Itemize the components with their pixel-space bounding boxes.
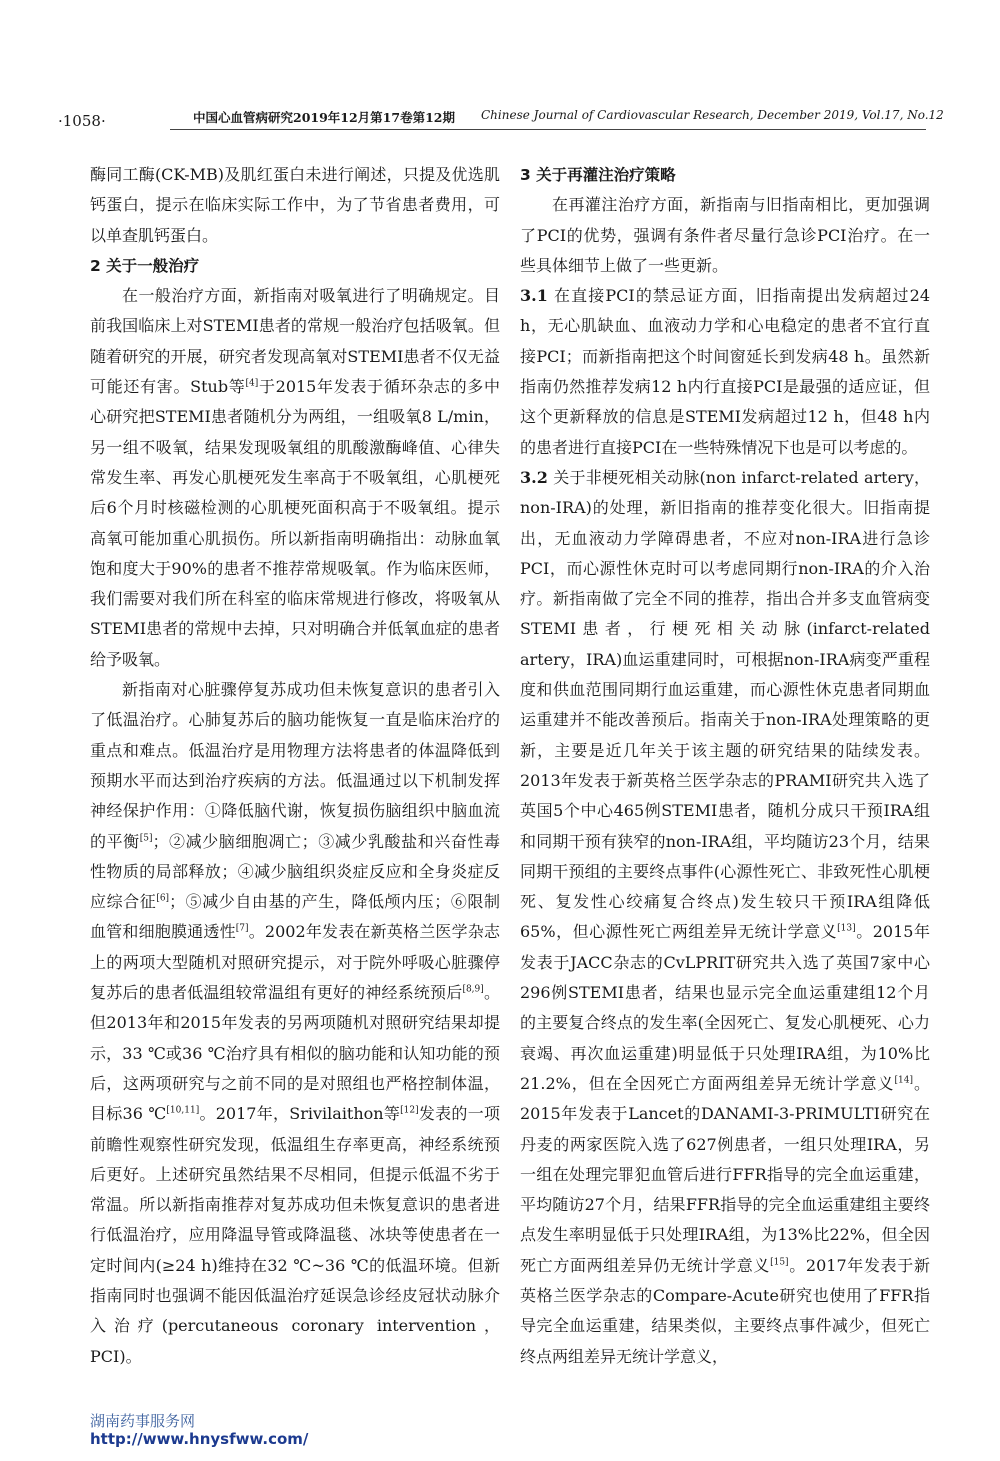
site-url-link[interactable]: http://www.hnysfww.com/ — [90, 1430, 309, 1448]
citation-ref: [15] — [770, 1257, 789, 1268]
citation-ref: [6] — [156, 893, 170, 904]
citation-ref: [5] — [139, 833, 153, 844]
journal-title-chinese: 中国心血管病研究2019年12月第17卷第12期 — [193, 110, 455, 125]
site-name: 湖南药事服务网 — [90, 1412, 196, 1430]
watermark-footer — [90, 1412, 308, 1448]
citation-ref: [12] — [400, 1105, 419, 1116]
header-rule — [170, 129, 926, 130]
left-column — [90, 160, 500, 1372]
citation-ref: [13] — [837, 924, 856, 935]
journal-title-english: Chinese Journal of Cardiovascular Research, December 2019, Vol.17, No.12 — [481, 108, 944, 122]
paragraph-oxygen: 在一般治疗方面，新指南对吸氧进行了明确规定。目前我国临床上对STEMI患者的常规一般治疗包括吸氧。但随着研究的开展，研究者发现高氧对STEMI患者不仅无益可能还有害。Stub等[4]于2015年发表于循环杂志的多中心研究把STEMI患者随机分为两组，一组吸氧8 L/min，另一组不吸氧，结果发现吸氧组的肌酸激酶峰值、心律失常发生率、再发心肌梗死发生率高于不吸氧组，心肌梗死后6个月时核磁检测的心肌梗死面积高于不吸氧组。提示高氧可能加重心肌损伤。所以新指南明确指出：动脉血氧饱和度大于90%的患者不推荐常规吸氧。作为临床医师，我们需要对我们所在科室的临床常规进行修改，将吸氧从STEMI患者的常规中去掉，只对明确合并低氧血症的患者给予吸氧。 — [90, 286, 500, 669]
page-header — [58, 104, 944, 132]
citation-ref: [10,11] — [166, 1105, 200, 1116]
paragraph-3-1: 3.1 在直接PCI的禁忌证方面，旧指南提出发病超过24 h，无心肌缺血、血液动力学和心电稳定的患者不宜行直接PCI；而新指南把这个时间窗延长到发病48 h。虽然新指南仍然推荐发病12 h内行直接PCI是最强的适应证，但这个更新释放的信息是STEMI发病超过12 h，但48 h内的患者进行直接PCI在一些特殊情况下也是可以考虑的。 — [520, 286, 930, 457]
paragraph-reperfusion-intro: 在再灌注治疗方面，新指南与旧指南相比，更加强调了PCI的优势，强调有条件者尽量行急诊PCI治疗。在一些具体细节上做了一些更新。 — [520, 195, 930, 275]
right-column — [520, 160, 930, 1372]
section-heading-reperfusion: 3 关于再灌注治疗策略 — [520, 166, 676, 184]
paragraph-hypothermia: 新指南对心脏骤停复苏成功但未恢复意识的患者引入了低温治疗。心肺复苏后的脑功能恢复一直是临床治疗的重点和难点。低温治疗是用物理方法将患者的体温降低到预期水平而达到治疗疾病的方法。低温通过以下机制发挥神经保护作用：①降低脑代谢，恢复损伤脑组织中脑血流的平衡[5]；②减少脑细胞凋亡；③减少乳酸盐和兴奋性毒性物质的局部释放；④减少脑组织炎症反应和全身炎症反应综合征[6]；⑤减少自由基的产生，降低颅内压；⑥限制血管和细胞膜通透性[7]。2002年发表在新英格兰医学杂志上的两项大型随机对照研究提示，对于院外呼吸心脏骤停复苏后的患者低温组较常温组有更好的神经系统预后[8,9]。但2013年和2015年发表的另两项随机对照研究结果却提示，33 ℃或36 ℃治疗具有相似的脑功能和认知功能的预后，这两项研究与之前不同的是对照组也严格控制体温，目标36 ℃[10,11]。2017年，Srivilaithon等[12]发表的一项前瞻性观察性研究发现，低温组生存率更高，神经系统预后更好。上述研究虽然结果不尽相同，但提示低温不劣于常温。所以新指南推荐对复苏成功但未恢复意识的患者进行低温治疗，应用降温导管或降温毯、冰块等使患者在一定时间内(≥24 h)维持在32 ℃~36 ℃的低温环境。但新指南同时也强调不能因低温治疗延误急诊经皮冠状动脉介入治疗(percutaneous coronary intervention，PCI)。 — [90, 680, 500, 1366]
subsection-number-3-2: 3.2 — [520, 467, 548, 487]
paragraph-continuation: 酶同工酶(CK-MB)及肌红蛋白未进行阐述，只提及优选肌钙蛋白，提示在临床实际工作中，为了节省患者费用，可以单查肌钙蛋白。 — [90, 165, 500, 245]
citation-ref: [7] — [235, 924, 249, 935]
subsection-number-3-1: 3.1 — [520, 286, 548, 306]
citation-ref: [8,9] — [462, 984, 484, 995]
citation-ref: [4] — [245, 378, 259, 389]
section-heading-general-treatment: 2 关于一般治疗 — [90, 256, 200, 275]
citation-ref: [14] — [894, 1075, 913, 1086]
paragraph-3-2: 3.2 关于非梗死相关动脉(non infarct-related artery，non-IRA)的处理，新旧指南的推荐变化很大。旧指南提出，无血液动力学障碍患者，不应对non-IRA进行急诊PCI，而心源性休克时可以考虑同期行non-IRA的介入治疗。新指南做了完全不同的推荐，指出合并多支血管病变STEMI患者，行梗死相关动脉(infarct-related artery，IRA)血运重建同时，可根据non-IRA病变严重程度和供血范围同期行血运重建，而心源性休克患者同期血运重建并不能改善预后。指南关于non-IRA处理策略的更新，主要是近几年关于该主题的研究结果的陆续发表。2013年发表于新英格兰医学杂志的PRAMI研究共入选了英国5个中心465例STEMI患者，随机分成只干预IRA组和同期干预有狭窄的non-IRA组，平均随访23个月，结果同期干预组的主要终点事件(心源性死亡、非致死性心肌梗死、复发性心绞痛复合终点)发生较只干预IRA组降低65%，但心源性死亡两组差异无统计学意义[13]。2015年发表于JACC杂志的CvLPRIT研究共入选了英国7家中心296例STEMI患者，结果也显示完全血运重建组12个月的主要复合终点的发生率(全因死亡、复发心肌梗死、心力衰竭、再次血运重建)明显低于只处理IRA组，为10%比21.2%，但在全因死亡方面两组差异无统计学意义[14]。2015年发表于Lancet的DANAMI-3-PRIMULTI研究在丹麦的两家医院入选了627例患者，一组只处理IRA，另一组在处理完罪犯血管后进行FFR指导的完全血运重建，平均随访27个月，结果FFR指导的完全血运重建组主要终点发生率明显低于只处理IRA组，为13%比22%，但全因死亡方面两组差异仍无统计学意义[15]。2017年发表于新英格兰医学杂志的Compare-Acute研究也使用了FFR指导完全血运重建，结果类似，主要终点事件减少，但死亡终点两组差异无统计学意义， — [520, 467, 930, 1366]
page-number: ·1058· — [58, 112, 106, 130]
